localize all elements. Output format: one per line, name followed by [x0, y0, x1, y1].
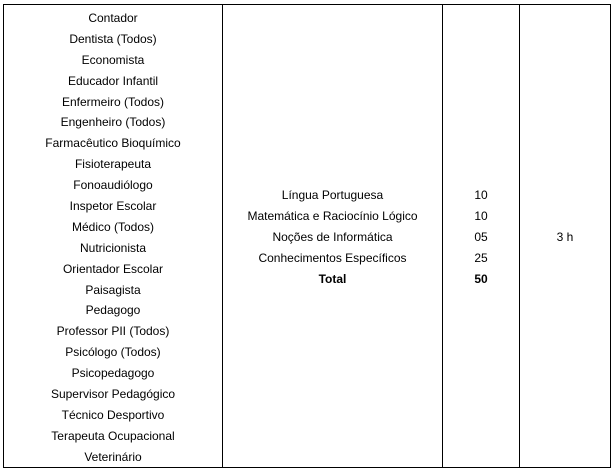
- questoes-item: 25: [474, 251, 488, 265]
- cargos-list: [4, 5, 222, 468]
- exam-table: [3, 4, 611, 468]
- duracao-column: [520, 5, 610, 467]
- cargo-item: Terapeuta Ocupacional: [51, 428, 175, 443]
- cargo-item: Técnico Desportivo: [61, 407, 165, 422]
- questoes-item: 10: [474, 188, 488, 202]
- cargos-column: [4, 5, 223, 467]
- disciplina-item: Língua Portuguesa: [281, 188, 384, 202]
- disciplina-item: Matemática e Raciocínio Lógico: [247, 209, 418, 223]
- total-value: 50: [474, 272, 488, 286]
- cargo-item: Pedagogo: [85, 303, 141, 318]
- cargo-item: Economista: [81, 52, 145, 67]
- cargo-item: Nutricionista: [79, 240, 147, 255]
- cargo-item: Contador: [88, 11, 138, 25]
- disciplinas-column: [223, 5, 443, 467]
- questoes-item: 10: [474, 209, 488, 223]
- disciplinas-list: [223, 185, 442, 290]
- cargo-item: Enfermeiro (Todos): [61, 94, 165, 109]
- questoes-list: [443, 185, 519, 290]
- cargo-item: Educador Infantil: [67, 73, 159, 88]
- cargo-item: Supervisor Pedagógico: [50, 387, 176, 402]
- cargo-item: Psicólogo (Todos): [65, 345, 161, 360]
- cargo-item: Engenheiro (Todos): [60, 115, 166, 130]
- cargo-item: Fonoaudiólogo: [73, 178, 153, 193]
- cargo-item: Dentista (Todos): [69, 31, 157, 46]
- disciplina-item: Noções de Informática: [272, 230, 393, 244]
- cargo-item: Veterinário: [84, 449, 142, 464]
- disciplina-item: Conhecimentos Específicos: [258, 251, 407, 265]
- cargo-item: Médico (Todos): [71, 219, 155, 234]
- duracao-value: 3 h: [556, 230, 574, 244]
- cargo-item: Orientador Escolar: [62, 261, 164, 276]
- cargo-item: Professor PII (Todos): [56, 324, 170, 339]
- cargo-item: Psicopedagogo: [71, 366, 155, 381]
- total-label: Total: [318, 272, 347, 286]
- questoes-item: 05: [474, 230, 488, 244]
- cargo-item: Farmacêutico Bioquímico: [45, 136, 181, 151]
- cargo-item: Paisagista: [85, 282, 141, 297]
- cargo-item: Fisioterapeuta: [74, 157, 152, 172]
- questoes-column: [443, 5, 520, 467]
- cargo-item: Inspetor Escolar: [69, 199, 157, 214]
